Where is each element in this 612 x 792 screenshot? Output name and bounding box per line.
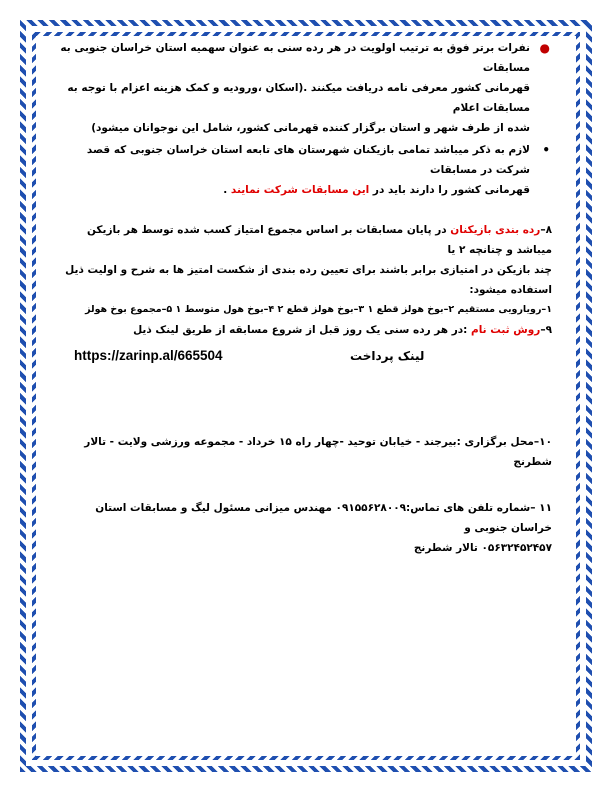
section-title: روش ثبت نام xyxy=(471,324,541,336)
document-body xyxy=(58,38,552,558)
section-9-registration: ۹–روش ثبت نام :در هر رده سنی یک روز قبل از شروع مسابقه از طریق لینک ذیل xyxy=(133,324,552,336)
payment-label: لینک پرداخت xyxy=(350,349,425,363)
bullet-dot-icon: ● xyxy=(539,41,550,55)
bullet-item-participation xyxy=(58,140,552,200)
section-title: رده بندی بازیکنان xyxy=(450,224,541,236)
highlight-text: این مسابقات شرکت نمایند xyxy=(230,184,370,196)
section-line: چند بازیکن در امتیازی برابر باشند برای تعیین رده بندی از شکست امتیز ها به شرح و اولیت ذیل استفاده میشود: xyxy=(65,264,552,296)
section-8-ranking: ۸–رده بندی بازیکنان در پایان مسابقات بر اساس مجموع امتیاز کسب شده توسط هر بازیکن میباشد و چنانچه ۲ یا چند بازیکن در امتیازی برابر باشند برای تعیین رده بندی از شکست امتیز ها به شرح و اولیت ذیل استفاده میشود: ۱–رویارویی مستقیم ۲–بوخ هولز قطع ۱ ۳–بوخ هولز قطع ۲ ۴–بوخ هول متوسط ۱ ۵–مجموع بوخ هولز xyxy=(58,220,552,320)
section-number: ۹– xyxy=(540,324,552,336)
bullet-line: قهرمانی کشور معرفی نامه دریافت میکنند .(اسکان ،ورودیه و کمک هزینه اعزام با توجه به مسابقات اعلام xyxy=(67,82,530,114)
section-number: ۸– xyxy=(540,224,552,236)
bullet-line: قهرمانی کشور را دارند باید در این مسابقات شرکت نمایند . xyxy=(223,184,530,196)
bullet-dot-icon: • xyxy=(542,143,550,157)
payment-row xyxy=(58,342,552,370)
section-10-venue: ۱۰–محل برگزاری :بیرجند - خیابان توحید -چهار راه ۱۵ خرداد - مجموعه ورزشی ولایت - تالار شطرنج xyxy=(84,436,552,468)
bullet-line: لازم به ذکر میباشد تمامی بازیکنان شهرستان های تابعه استان خراسان جنوبی که قصد شرکت در مسابقات xyxy=(86,144,530,176)
bullet-line: شده از طرف شهر و استان برگزار کننده قهرمانی کشور، شامل این نوجوانان میشود) xyxy=(91,122,530,134)
tiebreak-criteria: ۱–رویارویی مستقیم ۲–بوخ هولز قطع ۱ ۳–بوخ هولز قطع ۲ ۴–بوخ هول متوسط ۱ ۵–مجموع بوخ هولز xyxy=(85,304,552,315)
bullet-item-qualification xyxy=(58,38,552,138)
bullet-line: نفرات برتر فوق به ترتیب اولویت در هر رده سنی به عنوان سهمیه استان خراسان جنوبی به مسابقات xyxy=(60,42,530,74)
payment-link[interactable]: https://zarinp.al/665504 xyxy=(74,348,223,363)
section-11-contact: ۱۱ –شماره تلفن های تماس:۰۹۱۵۵۶۲۸۰۰۹ مهندس میزانی مسئول لیگ و مسابقات استان خراسان جنوبی و ۰۵۶۳۲۴۵۲۴۵۷ تالار شطرنج xyxy=(95,502,552,554)
